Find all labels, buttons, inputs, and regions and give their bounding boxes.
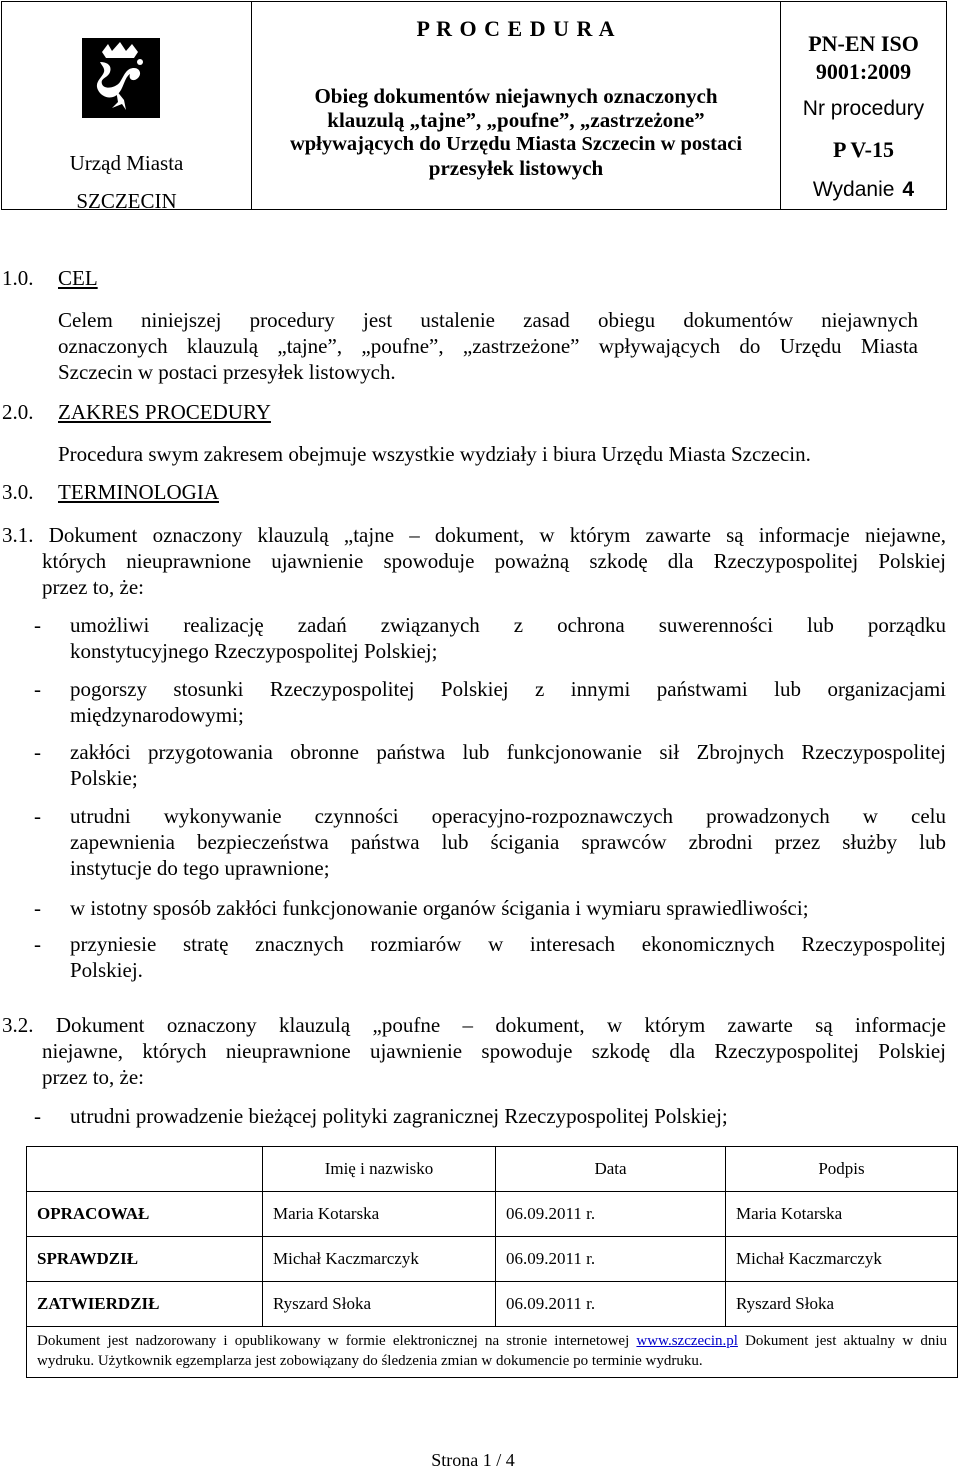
list-item-line: w istotny sposób zakłóci funkcjonowanie organów ścigania i wymiaru sprawiedliwości; <box>70 896 809 920</box>
list-item-line: międzynarodowymi; <box>70 703 244 727</box>
bullet-dash: - <box>34 804 41 828</box>
column-header-date: Data <box>496 1147 726 1192</box>
role-cell: SPRAWDZIŁ <box>27 1237 263 1282</box>
role-cell: ZATWIERDZIŁ <box>27 1282 263 1327</box>
signature-cell: Michał Kaczmarczyk <box>726 1237 958 1282</box>
procedure-title <box>252 84 780 180</box>
approval-table <box>26 1146 958 1378</box>
procedure-word: P R O C E D U R A <box>416 16 616 41</box>
definition-tajne <box>2 522 946 600</box>
procedure-title-line: klauzulą „tajne”, „poufne”, „zastrzeżone” <box>327 108 705 132</box>
name-cell: Maria Kotarska <box>263 1192 496 1237</box>
table-row <box>27 1192 958 1237</box>
signature-cell: Maria Kotarska <box>726 1192 958 1237</box>
section-title: CEL <box>58 266 98 290</box>
edition <box>781 178 946 202</box>
list-item-line: zakłóci przygotowania obronne państwa lub funkcjonowanie sił Zbrojnych Rzeczypospolitej <box>70 740 946 764</box>
section-cel-text <box>58 307 918 385</box>
page-number: Strona 1 / 4 <box>431 1450 515 1470</box>
list-item-line: Polskiej. <box>70 958 143 982</box>
procedure-title-line: Obieg dokumentów niejawnych oznaczonych <box>314 84 718 108</box>
list-item-line: umożliwi realizację zadań związanych z ochrona suwerenności lub porządku <box>70 613 946 637</box>
section-number: 1.0. <box>2 266 34 290</box>
bullet-dash: - <box>34 896 41 920</box>
bullet-dash: - <box>34 613 41 637</box>
document-notice <box>27 1327 958 1378</box>
iso-year: 9001:2009 <box>815 59 912 84</box>
list-item-line: przyniesie stratę znacznych rozmiarów w interesach ekonomicznych Rzeczypospolitej <box>70 932 946 956</box>
list-item <box>34 1103 946 1129</box>
paragraph-line: których nieuprawnione ujawnienie spowoduje poważną szkodę dla Rzeczypospolitej Polskiej <box>42 549 946 573</box>
paragraph-line: Szczecin w postaci przesyłek listowych. <box>58 360 396 384</box>
name-cell: Ryszard Słoka <box>263 1282 496 1327</box>
office-city: SZCZECIN <box>76 189 177 213</box>
paragraph-line: przez to, że: <box>42 1065 145 1089</box>
document-header <box>1 1 947 213</box>
section-heading-zakres <box>2 400 271 425</box>
bullet-list-poufne <box>34 1103 946 1129</box>
notice-text: Dokument jest aktualny w dniu wydruku. Użytkownik egzemplarza jest zobowiązany do śledzenia zmian w dokumencie po terminie wydruku. <box>37 1333 948 1369</box>
bullet-dash: - <box>34 740 41 764</box>
iso-cell <box>781 2 946 209</box>
paragraph-line: niejawne, których nieuprawnione ujawnienie spowoduje szkodę dla Rzeczypospolitej Polskiej <box>42 1039 946 1063</box>
section-heading-terminologia <box>2 480 219 505</box>
paragraph-line: przez to, że: <box>42 575 145 599</box>
paragraph-line: 3.2. Dokument oznaczony klauzulą „poufne – dokument, w którym zawarte są informacje <box>2 1013 946 1037</box>
office-cell <box>2 2 252 213</box>
column-header-signature: Podpis <box>726 1147 958 1192</box>
section-title: TERMINOLOGIA <box>58 480 219 504</box>
iso-standard: PN-EN ISO <box>808 31 919 56</box>
list-item-line: zapewnienia bezpieczeństwa państwa lub ścigania sprawców zbrodni przez służby lub <box>70 830 946 854</box>
list-item-line: utrudni wykonywanie czynności operacyjno-rozpoznawczych prowadzonych w celu <box>70 804 946 828</box>
website-link[interactable]: www.szczecin.pl <box>636 1333 738 1349</box>
signature-cell: Ryszard Słoka <box>726 1282 958 1327</box>
table-row <box>27 1282 958 1327</box>
section-heading-cel <box>2 266 98 291</box>
table-row <box>27 1237 958 1282</box>
date-cell: 06.09.2011 r. <box>496 1192 726 1237</box>
column-header-name: Imię i nazwisko <box>263 1147 496 1192</box>
section-number: 3.0. <box>2 480 34 504</box>
list-item-line: utrudni prowadzenie bieżącej polityki zagranicznej Rzeczypospolitej Polskiej; <box>70 1104 728 1128</box>
table-header-row <box>27 1147 958 1192</box>
notice-text: Dokument jest nadzorowany i opublikowany w formie elektronicznej na stronie internetowej <box>37 1333 637 1349</box>
edition-number: 4 <box>902 178 915 201</box>
name-cell: Michał Kaczmarczyk <box>263 1237 496 1282</box>
table-footer-row <box>27 1327 958 1378</box>
paragraph-line: Celem niniejszej procedury jest ustalenie zasad obiegu dokumentów niejawnych <box>58 308 918 332</box>
list-item-line: pogorszy stosunki Rzeczypospolitej Polskiej z innymi państwami lub organizacjami <box>70 677 946 701</box>
list-item-line: instytucje do tego uprawnione; <box>70 856 330 880</box>
section-number: 2.0. <box>2 400 34 424</box>
bullet-dash: - <box>34 1104 41 1128</box>
office-name: Urząd Miasta <box>69 151 184 175</box>
edition-label: Wydanie <box>812 178 895 201</box>
date-cell: 06.09.2011 r. <box>496 1282 726 1327</box>
procedure-number-label: Nr procedury <box>802 97 925 120</box>
section-title: ZAKRES PROCEDURY <box>58 400 271 424</box>
definition-poufne <box>2 1012 946 1090</box>
bullet-dash: - <box>34 932 41 956</box>
procedure-title-cell <box>252 2 781 209</box>
list-item-line: Polskie; <box>70 766 138 790</box>
bullet-dash: - <box>34 677 41 701</box>
list-item-line: konstytucyjnego Rzeczypospolitej Polskiej; <box>70 639 438 663</box>
paragraph-line: 3.1. Dokument oznaczony klauzulą „tajne – dokument, w którym zawarte są informacje niejawne, <box>2 523 946 547</box>
empty-header-cell <box>27 1147 263 1192</box>
city-logo-icon <box>82 38 160 118</box>
date-cell: 06.09.2011 r. <box>496 1237 726 1282</box>
procedure-number: P V-15 <box>833 137 894 162</box>
procedure-title-line: wpływających do Urzędu Miasta Szczecin w postaci <box>289 133 743 155</box>
paragraph-line: oznaczonych klauzulą „tajne”, „poufne”, „zastrzeżone” wpływających do Urzędu Miasta <box>58 334 918 358</box>
role-cell: OPRACOWAŁ <box>27 1192 263 1237</box>
section-zakres-text: Procedura swym zakresem obejmuje wszystkie wydziały i biura Urzędu Miasta Szczecin. <box>58 442 811 466</box>
procedure-title-line: przesyłek listowych <box>428 156 604 180</box>
